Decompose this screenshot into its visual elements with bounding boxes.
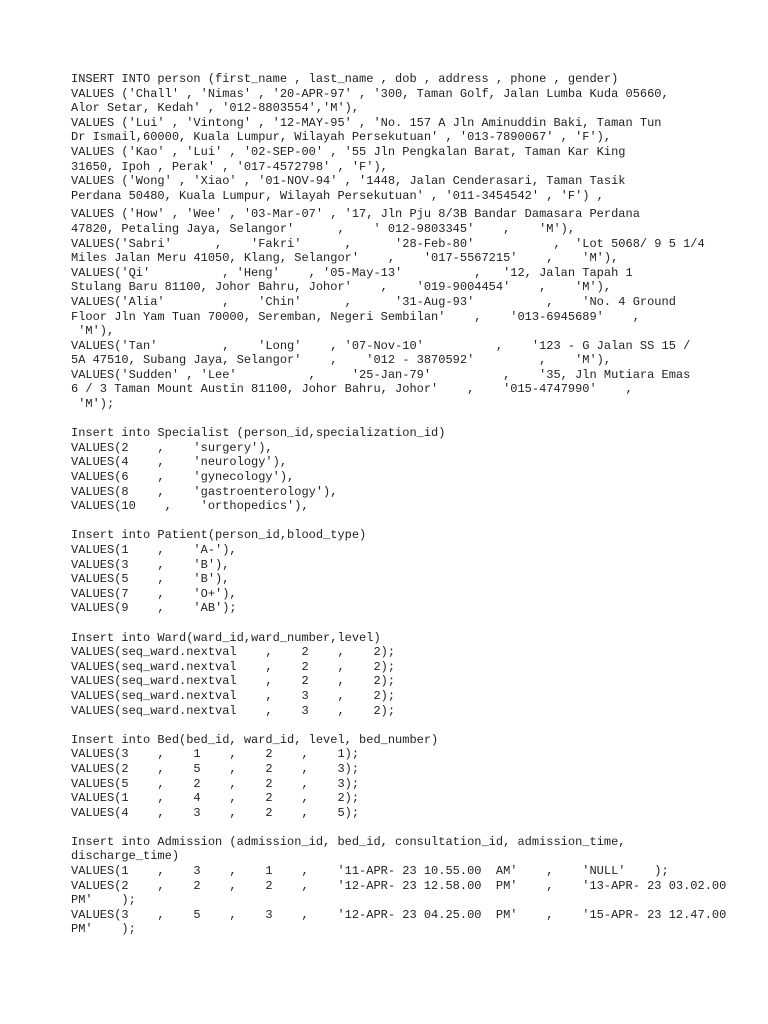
code-line: VALUES(8 , 'gastroenterology'), xyxy=(71,484,338,499)
code-line: discharge_time) xyxy=(71,849,180,864)
code-line: VALUES(10 , 'orthopedics'), xyxy=(71,499,309,514)
code-line: VALUES(9 , 'AB'); xyxy=(71,601,237,616)
code-line: Insert into Ward(ward_id,ward_number,level) xyxy=(71,630,381,645)
code-line: VALUES ('How' , 'Wee' , '03-Mar-07' , '17, Jln Pju 8/3B Bandar Damasara Perdana xyxy=(71,207,640,222)
code-line: VALUES(4 , 'neurology'), xyxy=(71,455,288,470)
code-line: VALUES(1 , 4 , 2 , 2); xyxy=(71,791,360,806)
code-line: VALUES(2 , 2 , 2 , '12-APR- 23 12.58.00 PM' , '13-APR- 23 03.02.00 xyxy=(71,878,727,893)
code-line: PM' ); xyxy=(71,922,136,937)
code-line: VALUES(1 , 3 , 1 , '11-APR- 23 10.55.00 AM' , 'NULL' ); xyxy=(71,864,669,879)
code-line: 5A 47510, Subang Jaya, Selangor' , '012 - 3870592' , 'M'), xyxy=(71,353,612,368)
code-line: VALUES(1 , 'A-'), xyxy=(71,543,237,557)
admission-insert-block xyxy=(71,834,727,937)
code-line: 6 / 3 Taman Mount Austin 81100, Johor Bahru, Johor' , '015-4747990' , xyxy=(71,382,633,397)
code-line: VALUES(6 , 'gynecology'), xyxy=(71,470,295,485)
code-line: VALUES('Alia' , 'Chin' , '31-Aug-93' , 'No. 4 Ground xyxy=(71,294,676,309)
code-line: 'M'), xyxy=(71,324,115,339)
code-line: VALUES(seq_ward.nextval , 3 , 2); xyxy=(71,688,396,703)
code-line: VALUES ('Kao' , 'Lui' , '02-SEP-00' , '55 Jln Pengkalan Barat, Taman Kar King xyxy=(71,144,626,159)
code-line: VALUES(3 , 'B'), xyxy=(71,557,230,572)
code-line: VALUES ('Wong' , 'Xiao' , '01-NOV-94' , '1448, Jalan Cenderasari, Taman Tasik xyxy=(71,174,626,189)
code-line: PM' ); xyxy=(71,893,136,908)
code-line: VALUES(seq_ward.nextval , 2 , 2); xyxy=(71,674,396,689)
code-line: Insert into Specialist (person_id,specialization_id) xyxy=(71,426,446,441)
code-line: VALUES(2 , 5 , 2 , 3); xyxy=(71,761,360,776)
code-line: Stulang Baru 81100, Johor Bahru, Johor' , '019-9004454' , 'M'), xyxy=(71,280,612,295)
code-line: VALUES('Tan' , 'Long' , '07-Nov-10' , '123 - G Jalan SS 15 / xyxy=(71,338,691,353)
patient-insert-block xyxy=(71,528,711,616)
code-line: VALUES(seq_ward.nextval , 2 , 2); xyxy=(71,645,396,660)
code-line: VALUES(3 , 5 , 3 , '12-APR- 23 04.25.00 PM' , '15-APR- 23 12.47.00 xyxy=(71,907,727,922)
person-insert-block xyxy=(71,72,711,203)
code-line: Insert into Patient(person_id,blood_type) xyxy=(71,528,367,543)
code-line: VALUES(seq_ward.nextval , 3 , 2); xyxy=(71,703,396,718)
code-line: VALUES('Qi' , 'Heng' , '05-May-13' , '12, Jalan Tapah 1 xyxy=(71,265,633,280)
code-line: VALUES(7 , 'O+'), xyxy=(71,586,237,601)
code-line: Miles Jalan Meru 41050, Klang, Selangor' , '017-5567215' , 'M'), xyxy=(71,251,619,266)
code-line: Dr Ismail,60000, Kuala Lumpur, Wilayah Persekutuan' , '013-7890067' , 'F'), xyxy=(71,130,612,145)
code-line: VALUES(4 , 3 , 2 , 5); xyxy=(71,805,360,820)
specialist-insert-block xyxy=(71,426,711,514)
code-line: VALUES(2 , 'surgery'), xyxy=(71,440,273,455)
person-insert-continued-block xyxy=(71,207,711,411)
code-line: Floor Jln Yam Tuan 70000, Seremban, Negeri Sembilan' , '013-6945689' , xyxy=(71,309,640,324)
code-line: Perdana 50480, Kuala Lumpur, Wilayah Persekutuan' , '011-3454542' , 'F') , xyxy=(71,188,604,203)
ward-insert-block xyxy=(71,631,711,719)
code-line: VALUES ('Lui' , 'Vintong' , '12-MAY-95' , 'No. 157 A Jln Aminuddin Baki, Taman Tun xyxy=(71,115,662,130)
code-line: VALUES(5 , 'B'), xyxy=(71,572,230,587)
code-line: VALUES(seq_ward.nextval , 2 , 2); xyxy=(71,659,396,674)
code-line: 47820, Petaling Jaya, Selangor' , ' 012-9803345' , 'M'), xyxy=(71,221,576,236)
bed-insert-block xyxy=(71,733,711,821)
code-line: Alor Setar, Kedah' , '012-8803554','M'), xyxy=(71,101,360,116)
code-line: 'M'); xyxy=(71,397,115,412)
code-line: VALUES ('Chall' , 'Nimas' , '20-APR-97' , '300, Taman Golf, Jalan Lumba Kuda 05660, xyxy=(71,86,669,101)
code-line: VALUES(3 , 1 , 2 , 1); xyxy=(71,747,360,762)
code-line: VALUES(5 , 2 , 2 , 3); xyxy=(71,776,360,791)
code-line: INSERT INTO person (first_name , last_name , dob , address , phone , gender) xyxy=(71,72,619,86)
code-line: 31650, Ipoh , Perak' , '017-4572798' , 'F'), xyxy=(71,159,388,174)
code-line: VALUES('Sudden' , 'Lee' , '25-Jan-79' , '35, Jln Mutiara Emas xyxy=(71,367,691,382)
document-page xyxy=(71,72,727,937)
code-line: Insert into Bed(bed_id, ward_id, level, bed_number) xyxy=(71,732,439,747)
code-line: Insert into Admission (admission_id, bed_id, consultation_id, admission_time, xyxy=(71,834,626,849)
code-line: VALUES('Sabri' , 'Fakri' , '28-Feb-80' , 'Lot 5068/ 9 5 1/4 xyxy=(71,236,705,251)
